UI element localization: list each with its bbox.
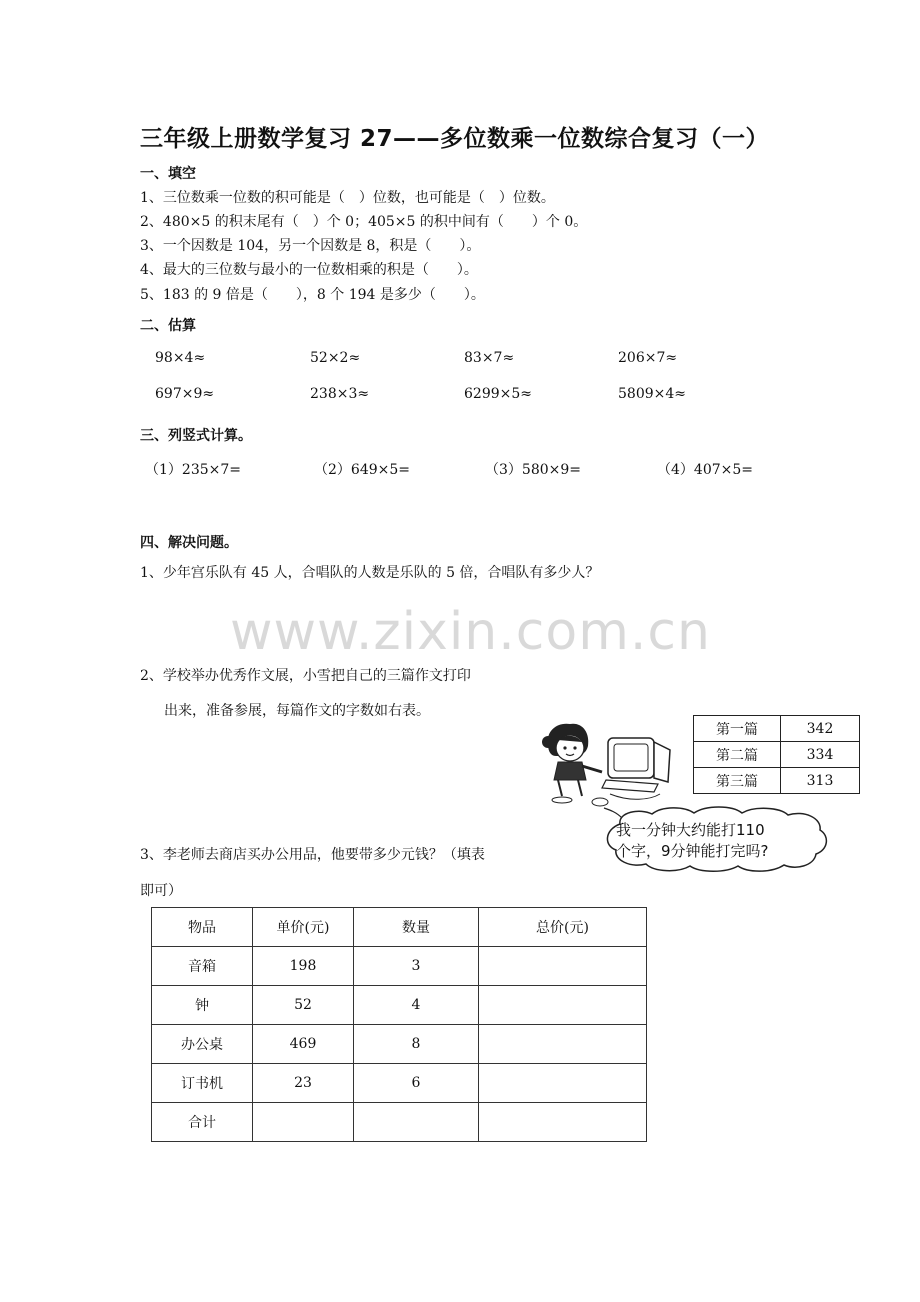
watermark: www.zixin.com.cn (230, 602, 711, 662)
quantity: 6 (354, 1064, 479, 1103)
essay-label: 第二篇 (694, 742, 781, 768)
unit-price: 23 (253, 1064, 354, 1103)
item-name: 钟 (152, 986, 253, 1025)
blank-cell (253, 1103, 354, 1142)
unit-price: 198 (253, 947, 354, 986)
essay-word-count: 342 (781, 716, 860, 742)
section-heading-vertical-calc: 三、列竖式计算。 (140, 428, 252, 444)
vertical-calc-item: （2）649×5= (314, 462, 410, 478)
total-price-blank (479, 1025, 647, 1064)
problem-1: 1、少年宫乐队有 45 人，合唱队的人数是乐队的 5 倍，合唱队有多少人？ (140, 565, 600, 581)
table-row (694, 716, 860, 742)
section-heading-problems: 四、解决问题。 (140, 535, 238, 551)
vertical-calc-item: （1）235×7= (145, 462, 241, 478)
table-row (152, 947, 647, 986)
unit-price: 52 (253, 986, 354, 1025)
estimate-item: 697×9≈ (155, 386, 215, 402)
estimate-item: 6299×5≈ (464, 386, 532, 402)
table-row (694, 742, 860, 768)
speech-bubble-line-1: 我一分钟大约能打110 (616, 821, 765, 839)
item-name: 订书机 (152, 1064, 253, 1103)
problem-2-line-1: 2、学校举办优秀作文展，小雪把自己的三篇作文打印 (140, 668, 471, 684)
fill-blank-item-1: 1、三位数乘一位数的积可能是（ ）位数，也可能是（ ）位数。 (140, 190, 555, 206)
essay-label: 第三篇 (694, 768, 781, 794)
item-name: 音箱 (152, 947, 253, 986)
table-row-total (152, 1103, 647, 1142)
section-heading-fill-blank: 一、填空 (140, 166, 196, 182)
problem-3-line-2: 即可） (140, 883, 182, 899)
table-row (152, 1025, 647, 1064)
speech-bubble-line-2: 个字，9分钟能打完吗? (616, 842, 769, 860)
estimate-item: 83×7≈ (464, 350, 515, 366)
page-title: 三年级上册数学复习 27——多位数乘一位数综合复习（一） (140, 126, 770, 152)
essay-word-count: 334 (781, 742, 860, 768)
essay-word-count: 313 (781, 768, 860, 794)
estimate-item: 98×4≈ (155, 350, 206, 366)
word-count-table (693, 715, 860, 794)
fill-blank-item-5: 5、183 的 9 倍是（ ），8 个 194 是多少（ ）。 (140, 287, 485, 303)
section-heading-estimate: 二、估算 (140, 318, 196, 334)
total-price-blank (479, 1064, 647, 1103)
estimate-item: 238×3≈ (310, 386, 370, 402)
table-row (152, 1064, 647, 1103)
total-price-blank (479, 947, 647, 986)
essay-label: 第一篇 (694, 716, 781, 742)
blank-cell (354, 1103, 479, 1142)
unit-price: 469 (253, 1025, 354, 1064)
table-header-row (152, 908, 647, 947)
column-header: 物品 (152, 908, 253, 947)
column-header: 单价(元) (253, 908, 354, 947)
vertical-calc-item: （3）580×9= (485, 462, 581, 478)
problem-3-line-1: 3、李老师去商店买办公用品，他要带多少元钱？（填表 (140, 847, 485, 863)
total-price-blank (479, 986, 647, 1025)
quantity: 3 (354, 947, 479, 986)
girl-computer-illustration (540, 720, 690, 810)
estimate-item: 5809×4≈ (618, 386, 686, 402)
column-header: 数量 (354, 908, 479, 947)
item-name: 办公桌 (152, 1025, 253, 1064)
total-label: 合计 (152, 1103, 253, 1142)
column-header: 总价(元) (479, 908, 647, 947)
table-row (152, 986, 647, 1025)
office-supplies-table (151, 907, 647, 1142)
fill-blank-item-2: 2、480×5 的积末尾有（ ）个 0；405×5 的积中间有（ ）个 0。 (140, 214, 588, 230)
table-row (694, 768, 860, 794)
estimate-item: 206×7≈ (618, 350, 678, 366)
quantity: 8 (354, 1025, 479, 1064)
fill-blank-item-4: 4、最大的三位数与最小的一位数相乘的积是（ ）。 (140, 262, 478, 278)
estimate-item: 52×2≈ (310, 350, 361, 366)
grand-total-blank (479, 1103, 647, 1142)
vertical-calc-item: （4）407×5= (657, 462, 753, 478)
quantity: 4 (354, 986, 479, 1025)
problem-2-line-2: 出来，准备参展，每篇作文的字数如右表。 (164, 703, 430, 719)
fill-blank-item-3: 3、一个因数是 104，另一个因数是 8，积是（ ）。 (140, 238, 481, 254)
